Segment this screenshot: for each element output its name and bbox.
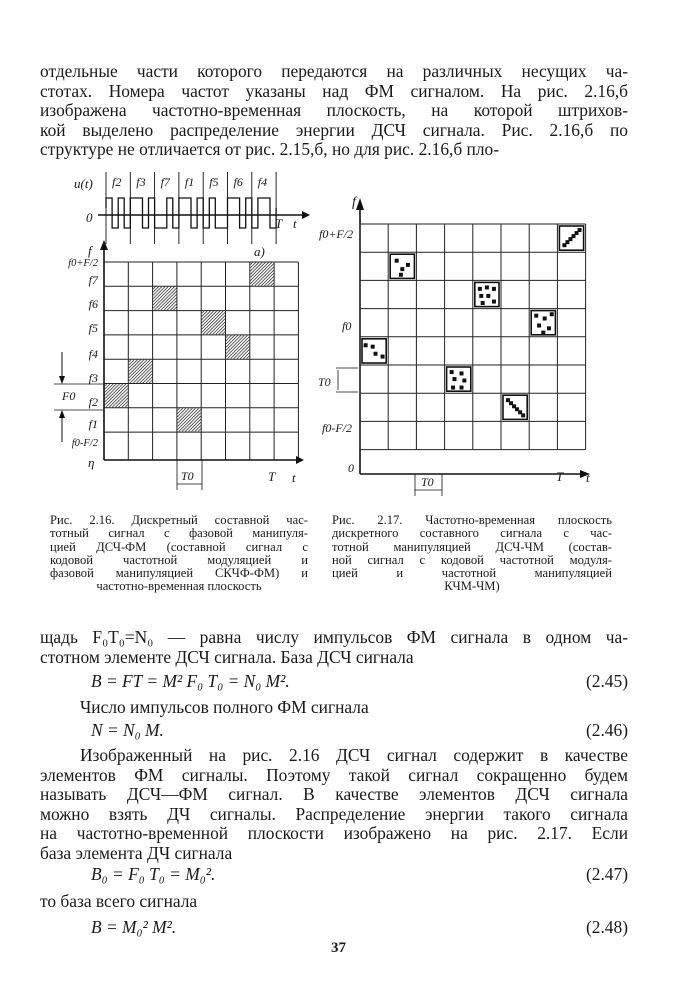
T0-label: T0 bbox=[181, 469, 194, 483]
frequency-label: f1 bbox=[88, 417, 98, 431]
frequency-label: f7 bbox=[88, 273, 98, 287]
hatch-line bbox=[226, 335, 238, 347]
hatch-line bbox=[164, 298, 176, 310]
frequency-label: f5 bbox=[88, 321, 98, 335]
hatch-line bbox=[174, 307, 177, 310]
energy-dot bbox=[399, 273, 403, 277]
energy-dot bbox=[451, 386, 455, 390]
hatch-line bbox=[105, 384, 107, 386]
top-paragraph bbox=[40, 62, 628, 160]
text-line: структуре не отличается от рис. 2.15,б, но для рис. 2.16,б пло- bbox=[40, 139, 500, 160]
hatched-cell bbox=[177, 408, 200, 431]
text-line: на частотно-временной плоскости изображено на рис. 2.17. Если bbox=[40, 823, 628, 844]
page-number: 37 bbox=[331, 940, 346, 956]
hatch-line bbox=[247, 356, 250, 359]
frequency-mark: f4 bbox=[257, 175, 268, 189]
t-axis-label: t bbox=[292, 470, 296, 485]
text-line: щадь F₀T₀=N₀ — равна числу импульсов ФМ сигнала в одном ча- bbox=[40, 627, 628, 647]
hatch-line bbox=[177, 408, 192, 423]
hatch-line bbox=[188, 419, 200, 431]
equation-2-48 bbox=[40, 917, 628, 939]
hatch-line bbox=[153, 287, 165, 299]
frequency-label: f2 bbox=[88, 395, 98, 409]
caption-line: Рис. 2.16. Дискретный составной час- bbox=[50, 513, 308, 527]
energy-dot bbox=[450, 370, 454, 374]
frequency-mark: f6 bbox=[233, 175, 243, 189]
hatch-line bbox=[153, 287, 158, 292]
text-line: база элемента ДЧ сигнала bbox=[40, 842, 233, 863]
text-line: можно взять ДЧ сигналы. Распределение энергии такого сигнала bbox=[40, 803, 628, 824]
frequency-label: f0-F/2 bbox=[71, 438, 98, 449]
hatch-line bbox=[105, 384, 117, 396]
hatch-line bbox=[185, 416, 201, 432]
frequency-mark: f5 bbox=[209, 175, 219, 189]
hatched-cell bbox=[153, 287, 176, 310]
subfigure-a-label: a) bbox=[254, 244, 265, 259]
text-line: то база всего сигнала bbox=[40, 891, 198, 911]
energy-dot bbox=[481, 301, 485, 305]
hatch-line bbox=[153, 287, 168, 302]
text-line: изображена частотно-временная плоскость, на которой штрихов- bbox=[40, 100, 628, 121]
hatch-line bbox=[149, 380, 152, 383]
y-label-T0: T0 bbox=[318, 375, 331, 389]
hatch-line bbox=[140, 371, 152, 383]
hatch-line bbox=[153, 287, 155, 289]
caption-line: дискретного составного сигнала с час- bbox=[332, 526, 612, 541]
hatch-line bbox=[202, 311, 204, 313]
hatch-line bbox=[250, 263, 265, 278]
hatch-line bbox=[226, 335, 228, 337]
fm-waveform bbox=[106, 198, 276, 228]
signal-cell bbox=[503, 395, 527, 419]
hatch-line bbox=[202, 311, 217, 326]
paragraph-2 bbox=[40, 628, 628, 667]
energy-dot bbox=[578, 228, 582, 232]
hatch-line bbox=[250, 263, 252, 265]
energy-dot bbox=[478, 287, 482, 291]
frequency-mark: f7 bbox=[160, 175, 170, 189]
paragraph-3 bbox=[40, 746, 628, 864]
energy-dot bbox=[406, 263, 410, 267]
hatch-line bbox=[177, 408, 179, 410]
hatched-cells bbox=[105, 263, 274, 432]
hatch-line bbox=[222, 332, 225, 335]
text-line: кой выделено распределение энергии ДСЧ сигнала. Рис. 2.16,б по bbox=[40, 119, 628, 140]
hatched-cell bbox=[202, 311, 225, 334]
energy-dot bbox=[460, 371, 464, 375]
hatch-line bbox=[261, 273, 273, 285]
text-line: стотном элементе ДСЧ сигнала. База ДСЧ сигнала bbox=[40, 646, 414, 667]
energy-dot bbox=[547, 326, 551, 330]
equation-number: (2.47) bbox=[585, 864, 628, 884]
frequency-label: f4 bbox=[88, 347, 98, 361]
energy-dot bbox=[521, 413, 525, 417]
y-label-zero: 0 bbox=[348, 461, 354, 475]
figure-2-17 bbox=[318, 190, 618, 502]
T-axis-label: T bbox=[268, 469, 276, 484]
frequency-label: f3 bbox=[88, 371, 98, 385]
hatch-line bbox=[130, 361, 152, 383]
caption-line: Рис. 2.17. Частотно-временная плоскость bbox=[332, 513, 612, 527]
hatched-cell bbox=[250, 263, 273, 286]
caption-line: тотный сигнал с фазовой манипуля- bbox=[50, 526, 308, 541]
y-label-bottom: f0-F/2 bbox=[322, 421, 352, 435]
equation-formula: B₀ = F₀ T₀ = M₀². bbox=[91, 864, 216, 884]
signal-cell bbox=[475, 282, 499, 306]
equation-2-46 bbox=[40, 720, 628, 742]
hatch-line bbox=[122, 401, 128, 407]
equation-number: (2.45) bbox=[585, 671, 628, 691]
hatch-line bbox=[179, 410, 201, 432]
hatch-line bbox=[170, 304, 176, 310]
energy-dot bbox=[485, 285, 489, 289]
hatch-line bbox=[202, 311, 207, 316]
wave-T-label: T bbox=[275, 216, 283, 231]
frequency-label: f0+F/2 bbox=[68, 258, 98, 269]
energy-dot bbox=[462, 379, 466, 383]
time-frequency-grid bbox=[360, 224, 586, 450]
hatch-line bbox=[161, 295, 177, 311]
hatch-line bbox=[252, 264, 274, 286]
hatch-line bbox=[154, 288, 176, 310]
hatch-line bbox=[271, 283, 274, 286]
eta-label: η bbox=[88, 455, 95, 470]
hatch-line bbox=[125, 405, 128, 408]
signal-cell bbox=[447, 367, 471, 391]
hatch-line bbox=[115, 395, 127, 407]
text-line: элементов ФМ сигналы. Поэтому такой сигнал сокращенно будем bbox=[40, 764, 628, 785]
hatch-line bbox=[177, 408, 189, 420]
caption-fig-2-17 bbox=[332, 514, 612, 594]
f-axis-label: f bbox=[352, 195, 356, 210]
caption-fig-2-16 bbox=[50, 514, 308, 594]
caption-line: цией и частотной манипуляцией bbox=[332, 566, 612, 581]
hatch-line bbox=[268, 280, 274, 286]
energy-dot bbox=[534, 314, 538, 318]
y-label-f0: f0 bbox=[342, 319, 352, 333]
hatch-line bbox=[226, 335, 231, 340]
hatch-line bbox=[226, 335, 241, 350]
hatch-line bbox=[105, 384, 126, 405]
energy-dot bbox=[537, 324, 541, 328]
figure-2-16 bbox=[40, 170, 320, 500]
hatch-line bbox=[198, 429, 201, 432]
hatched-cell bbox=[105, 384, 128, 407]
hatch-line bbox=[153, 287, 174, 308]
energy-dot bbox=[543, 316, 547, 320]
wave-t-label: t bbox=[293, 216, 297, 231]
cell-frame bbox=[362, 339, 386, 363]
frequency-mark: f2 bbox=[112, 175, 122, 189]
caption-line: частотно-временная плоскость bbox=[96, 579, 262, 594]
hatch-line bbox=[129, 360, 144, 375]
hatch-line bbox=[237, 346, 249, 358]
F0-label: F0 bbox=[62, 389, 76, 403]
hatch-line bbox=[243, 353, 249, 359]
hatch-line bbox=[129, 360, 150, 381]
text-line: стотах. Номера частот указаны над ФМ сигналом. На рис. 2.16,б bbox=[40, 80, 628, 101]
hatched-cell bbox=[129, 360, 152, 383]
equation-2-47 bbox=[40, 864, 628, 886]
hatched-cell bbox=[226, 335, 249, 358]
hatch-line bbox=[227, 337, 249, 359]
equation-number: (2.46) bbox=[585, 720, 628, 740]
u-label: u(t) bbox=[74, 176, 93, 191]
hatch-line bbox=[129, 360, 141, 372]
hatch-line bbox=[177, 408, 198, 429]
frequency-mark: f3 bbox=[136, 175, 146, 189]
energy-dot bbox=[395, 259, 399, 263]
hatch-line bbox=[202, 311, 223, 332]
hatch-line bbox=[209, 319, 225, 335]
caption-line: фазовой манипуляцией СКЧФ-ФМ) и bbox=[50, 566, 308, 581]
text-line: Изображенный на рис. 2.16 ДСЧ сигнал содержит в качестве bbox=[80, 745, 628, 765]
hatch-line bbox=[129, 360, 131, 362]
y-label-top: f0+F/2 bbox=[319, 227, 354, 241]
t-axis-label: t bbox=[586, 470, 590, 485]
f-axis-label: f bbox=[88, 243, 92, 258]
caption-line: тотной манипуляцией ДСЧ-ЧМ (состав- bbox=[332, 539, 612, 554]
hatch-line bbox=[213, 322, 225, 334]
frequency-labels bbox=[68, 258, 99, 449]
energy-dot bbox=[452, 377, 456, 381]
energy-dot bbox=[371, 345, 375, 349]
energy-dot bbox=[364, 343, 368, 347]
equation-2-45 bbox=[40, 671, 628, 693]
energy-dot bbox=[381, 355, 385, 359]
hatch-line bbox=[112, 392, 128, 408]
T-axis-label: T bbox=[556, 469, 564, 484]
equation-formula: B = FT = M² F₀ T₀ = N₀ M². bbox=[91, 671, 290, 691]
energy-dot bbox=[492, 287, 496, 291]
equation-formula: N = N₀ M. bbox=[91, 720, 164, 740]
hatch-line bbox=[203, 312, 225, 334]
hatch-line bbox=[146, 377, 152, 383]
hatch-line bbox=[202, 311, 214, 323]
text-line: Число импульсов полного ФМ сигнала bbox=[80, 697, 369, 717]
equation-formula: B = M₀² M². bbox=[91, 917, 177, 937]
frequency-mark: f1 bbox=[184, 175, 195, 189]
signal-cell bbox=[390, 254, 414, 278]
hatch-line bbox=[250, 263, 271, 284]
energy-dot bbox=[486, 294, 490, 298]
caption-line: цией ДСЧ-ФМ (составной сигнал с bbox=[50, 539, 308, 554]
energy-dot bbox=[374, 352, 378, 356]
frequency-marks bbox=[112, 175, 267, 189]
hatch-line bbox=[105, 384, 110, 389]
signal-cell bbox=[531, 311, 555, 335]
hatch-line bbox=[250, 263, 262, 275]
hatch-line bbox=[129, 360, 134, 365]
caption-line: КЧМ-ЧМ) bbox=[444, 579, 500, 594]
energy-dot bbox=[479, 294, 483, 298]
signal-cell bbox=[362, 339, 386, 363]
hatch-line bbox=[234, 343, 250, 359]
hatch-line bbox=[195, 426, 201, 432]
hatch-line bbox=[226, 335, 247, 356]
energy-dot bbox=[541, 331, 545, 335]
hatch-line bbox=[177, 408, 182, 413]
energy-dot bbox=[400, 267, 404, 271]
signal-cell bbox=[559, 226, 583, 250]
energy-dot bbox=[492, 300, 496, 304]
hatch-line bbox=[250, 263, 255, 268]
text-line: отдельные части которого передаются на различных несущих ча- bbox=[40, 61, 628, 81]
equation-number: (2.48) bbox=[585, 917, 628, 937]
text-line: называть ДСЧ—ФМ сигнал. В качестве элементов ДСЧ сигнала bbox=[40, 784, 628, 805]
zero-label: 0 bbox=[86, 210, 93, 225]
frequency-label: f6 bbox=[88, 297, 98, 311]
hatch-line bbox=[106, 385, 128, 407]
T0-label: T0 bbox=[421, 475, 434, 489]
caption-line: кодовой частотной модуляцией и bbox=[50, 552, 308, 567]
energy-dot bbox=[550, 312, 554, 316]
hatch-line bbox=[105, 384, 120, 399]
hatch-line bbox=[258, 270, 274, 286]
energy-dot bbox=[460, 386, 464, 390]
hatch-line bbox=[219, 328, 225, 334]
hatch-line bbox=[137, 367, 153, 383]
caption-line: ной сигнал с кодовой частотной модуля- bbox=[332, 552, 612, 567]
